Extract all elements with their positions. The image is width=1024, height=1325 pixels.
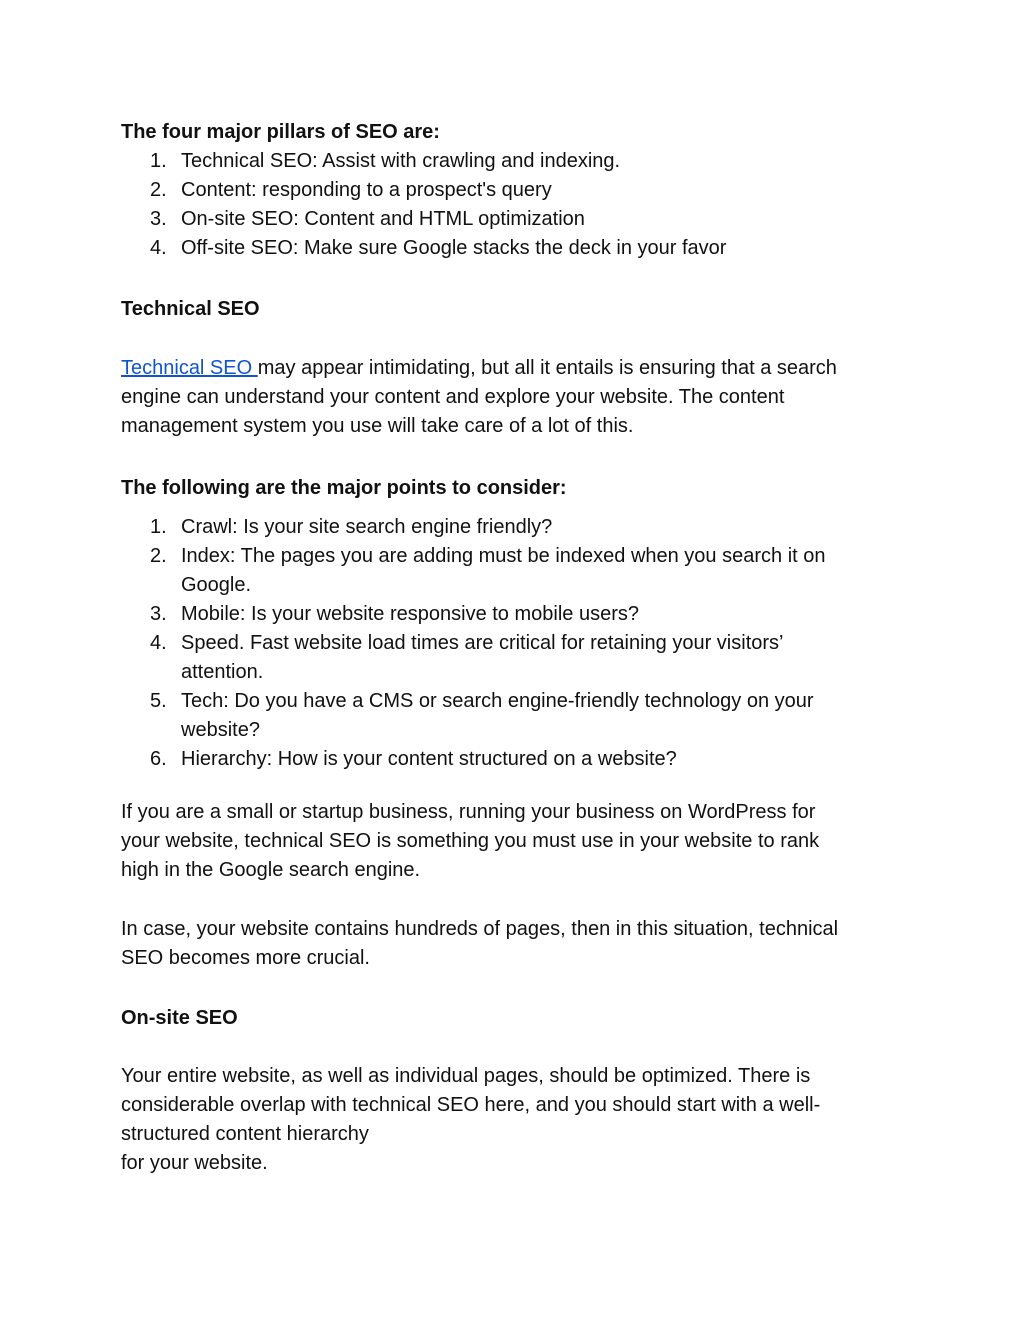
technical-seo-paragraph: Technical SEO may appear intimidating, but all it entails is ensuring that a search engine can understand your content and explore your website. The content management system you use will take care of a lot of this. <box>121 357 837 437</box>
list-item: 4. Speed. Fast website load times are critical for retaining your visitors’ attention. <box>150 632 784 683</box>
list-item: 5. Tech: Do you have a CMS or search engine-friendly technology on your website? <box>150 690 814 741</box>
major-points-heading: The following are the major points to consider: <box>121 477 567 499</box>
small-business-paragraph: If you are a small or startup business, running your business on WordPress for your website, technical SEO is something you must use in your website to rank high in the Google search engine. <box>121 801 820 881</box>
onsite-seo-heading: On-site SEO <box>121 1007 238 1029</box>
list-item: 1. Technical SEO: Assist with crawling and indexing. <box>150 150 621 172</box>
hundreds-pages-paragraph: In case, your website contains hundreds of pages, then in this situation, technical SEO becomes more crucial. <box>121 918 839 969</box>
list-item: 1. Crawl: Is your site search engine friendly? <box>150 516 553 538</box>
list-item: 6. Hierarchy: How is your content structured on a website? <box>150 748 677 770</box>
list-item: 3. On-site SEO: Content and HTML optimization <box>150 208 585 230</box>
major-points-list <box>121 513 911 774</box>
technical-seo-link[interactable]: Technical SEO <box>121 357 258 379</box>
technical-seo-heading: Technical SEO <box>121 298 260 320</box>
list-item: 2. Index: The pages you are adding must be indexed when you search it on Google. <box>150 545 826 596</box>
pillars-heading: The four major pillars of SEO are: <box>121 121 440 143</box>
list-item: 3. Mobile: Is your website responsive to mobile users? <box>150 603 639 625</box>
onsite-seo-paragraph: Your entire website, as well as individual pages, should be optimized. There is considerable overlap with technical SEO here, and you should start with a well- structured content hierarchy for your website. <box>121 1065 821 1174</box>
list-item: 2. Content: responding to a prospect's query <box>150 179 552 201</box>
list-item: 4. Off-site SEO: Make sure Google stacks the deck in your favor <box>150 237 727 259</box>
pillars-list <box>121 147 911 263</box>
